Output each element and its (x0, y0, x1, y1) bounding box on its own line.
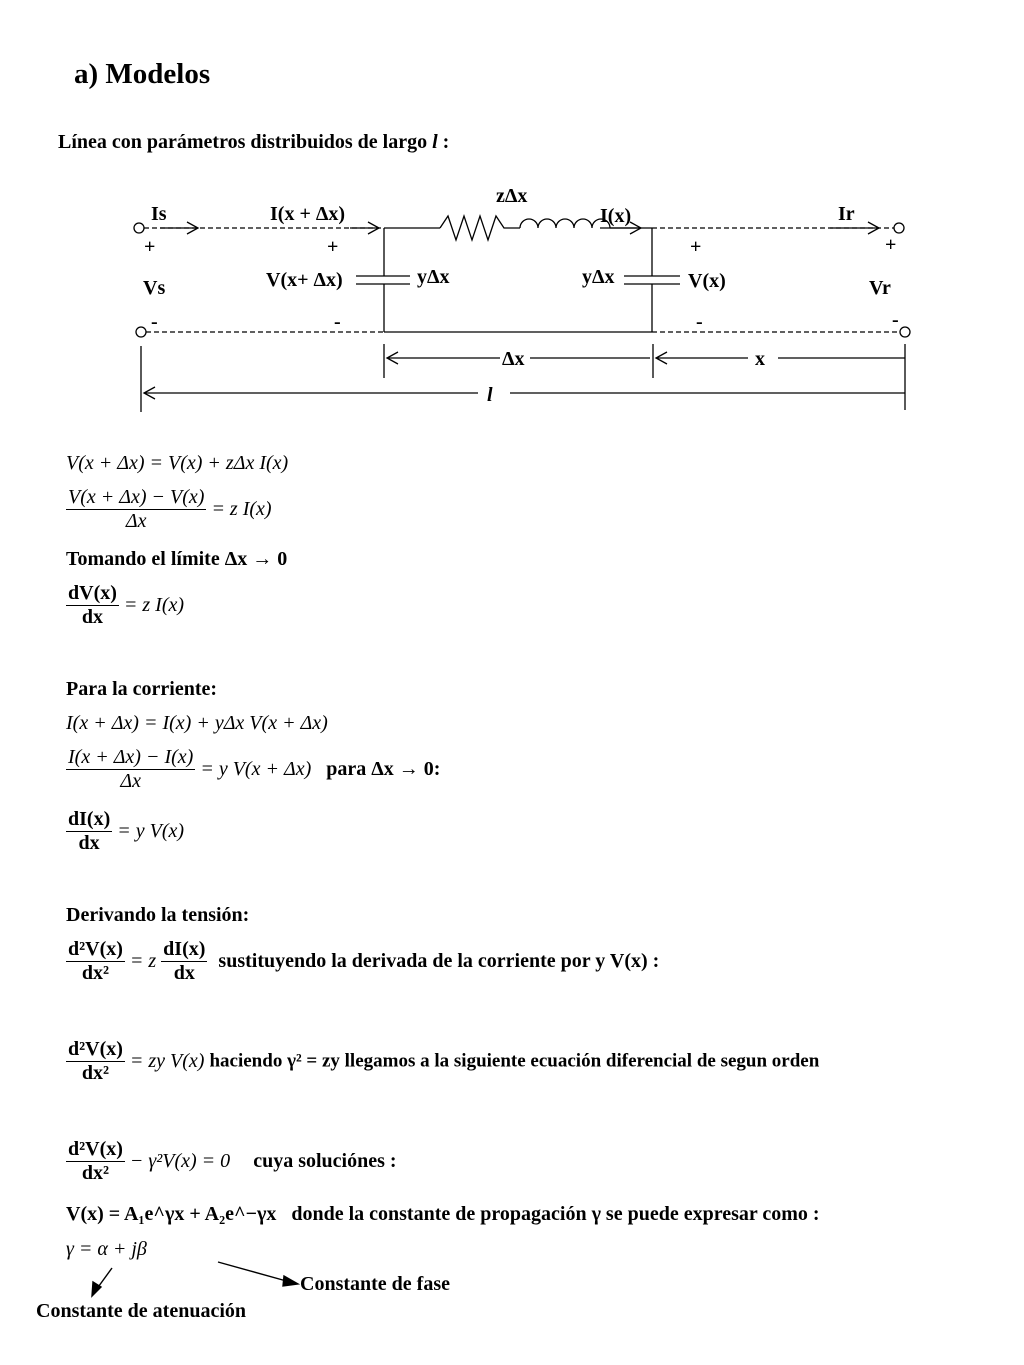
equation-8-rhs: = zy V(x) (129, 1050, 205, 1072)
equation-2-rhs: = z I(x) (211, 498, 272, 520)
equation-3 (66, 582, 184, 629)
label-z-dx: zΔx (496, 185, 528, 207)
subtitle-variable: l (432, 131, 438, 153)
current-heading: Para la corriente: (66, 678, 218, 700)
equation-8-numerator: d²V(x) (68, 1038, 123, 1060)
equation-7-numerator-2: dI(x) (163, 938, 206, 960)
tension-heading: Derivando la tensión: (66, 904, 250, 926)
minus-vxdx: - (334, 311, 341, 333)
label-x: x (755, 348, 765, 370)
label-i-x: I(x) (600, 205, 632, 227)
equation-1: V(x + Δx) = V(x) + zΔx I(x) (66, 452, 289, 474)
equation-7-fraction (66, 938, 125, 985)
equation-7 (66, 938, 659, 985)
plus-vs: + (144, 236, 156, 258)
equation-2-fraction (66, 486, 206, 533)
equation-2-denominator: Δx (66, 509, 206, 533)
equation-9-fraction (66, 1138, 125, 1185)
minus-vx: - (696, 311, 703, 333)
equation-9-numerator: d²V(x) (68, 1138, 123, 1160)
equation-9-denominator: dx² (66, 1161, 125, 1185)
equation-5 (66, 746, 440, 793)
equation-5-tail: para Δx → 0: (326, 758, 441, 780)
equation-9-rhs: − γ²V(x) = 0 (129, 1150, 231, 1172)
equation-9 (66, 1138, 397, 1185)
label-y-dx-left: yΔx (417, 266, 450, 288)
plus-vr: + (885, 234, 897, 256)
equation-3-rhs: = z I(x) (123, 594, 185, 616)
equation-6-numerator: dI(x) (68, 808, 111, 830)
label-ir: Ir (838, 203, 855, 225)
subtitle-text: Línea con parámetros distribuidos de largo (58, 131, 428, 153)
plus-vxdx: + (327, 236, 339, 258)
page-title: a) Modelos (74, 58, 211, 90)
equation-6-rhs: = y V(x) (117, 820, 185, 842)
equation-5-numerator: I(x + Δx) − I(x) (68, 746, 194, 768)
subtitle-colon: : (442, 131, 450, 153)
label-y-dx-right: yΔx (582, 266, 615, 288)
equation-8-fraction (66, 1038, 125, 1085)
label-attenuation-constant: Constante de atenuación (36, 1300, 247, 1322)
equation-2-numerator: V(x + Δx) − V(x) (68, 486, 205, 508)
equation-8 (66, 1038, 819, 1085)
equation-7-mid: = z (129, 950, 157, 972)
equation-7-tail: sustituyendo la derivada de la corriente por y V(x) : (218, 950, 660, 972)
equation-3-numerator: dV(x) (68, 582, 117, 604)
equation-11: γ = α + jβ (66, 1238, 147, 1260)
label-is: Is (151, 203, 167, 225)
equation-10-lhs: V(x) = A₁e^γx + A₂e^−γx (66, 1202, 277, 1225)
label-i-x-dx: I(x + Δx) (270, 203, 346, 225)
equation-7-numerator: d²V(x) (68, 938, 123, 960)
label-dx: Δx (502, 348, 525, 370)
equation-4: I(x + Δx) = I(x) + yΔx V(x + Δx) (66, 712, 328, 734)
label-vs: Vs (143, 277, 166, 299)
equation-5-fraction (66, 746, 195, 793)
minus-vr: - (892, 309, 899, 331)
limit-text: Tomando el límite Δx → 0 (66, 548, 288, 570)
equation-6-denominator: dx (66, 831, 112, 855)
equation-6-fraction (66, 808, 112, 855)
equation-10 (66, 1202, 820, 1226)
equation-2 (66, 486, 272, 533)
transmission-line-diagram (0, 0, 1024, 420)
equation-6 (66, 808, 184, 855)
equation-7-fraction-2 (161, 938, 207, 985)
equation-7-denominator: dx² (66, 961, 125, 985)
label-v-x-dx: V(x+ Δx) (266, 269, 343, 291)
equation-3-fraction (66, 582, 119, 629)
label-l: l (487, 384, 493, 406)
equation-10-tail: donde la constante de propagación γ se puede expresar como : (291, 1202, 820, 1225)
label-phase-constant: Constante de fase (300, 1273, 450, 1295)
minus-vs: - (151, 311, 158, 333)
equation-7-denominator-2: dx (161, 961, 207, 985)
equation-9-tail: cuya soluciónes : (253, 1150, 397, 1172)
equation-5-denominator: Δx (66, 769, 195, 793)
equation-3-denominator: dx (66, 605, 119, 629)
equation-8-tail: haciendo γ² = zy llegamos a la siguiente ecuación diferencial de segun orden (209, 1050, 820, 1072)
equation-8-denominator: dx² (66, 1061, 125, 1085)
label-v-x: V(x) (688, 270, 726, 292)
plus-vx: + (690, 236, 702, 258)
label-vr: Vr (869, 277, 891, 299)
equation-5-rhs: = y V(x + Δx) (200, 758, 312, 780)
